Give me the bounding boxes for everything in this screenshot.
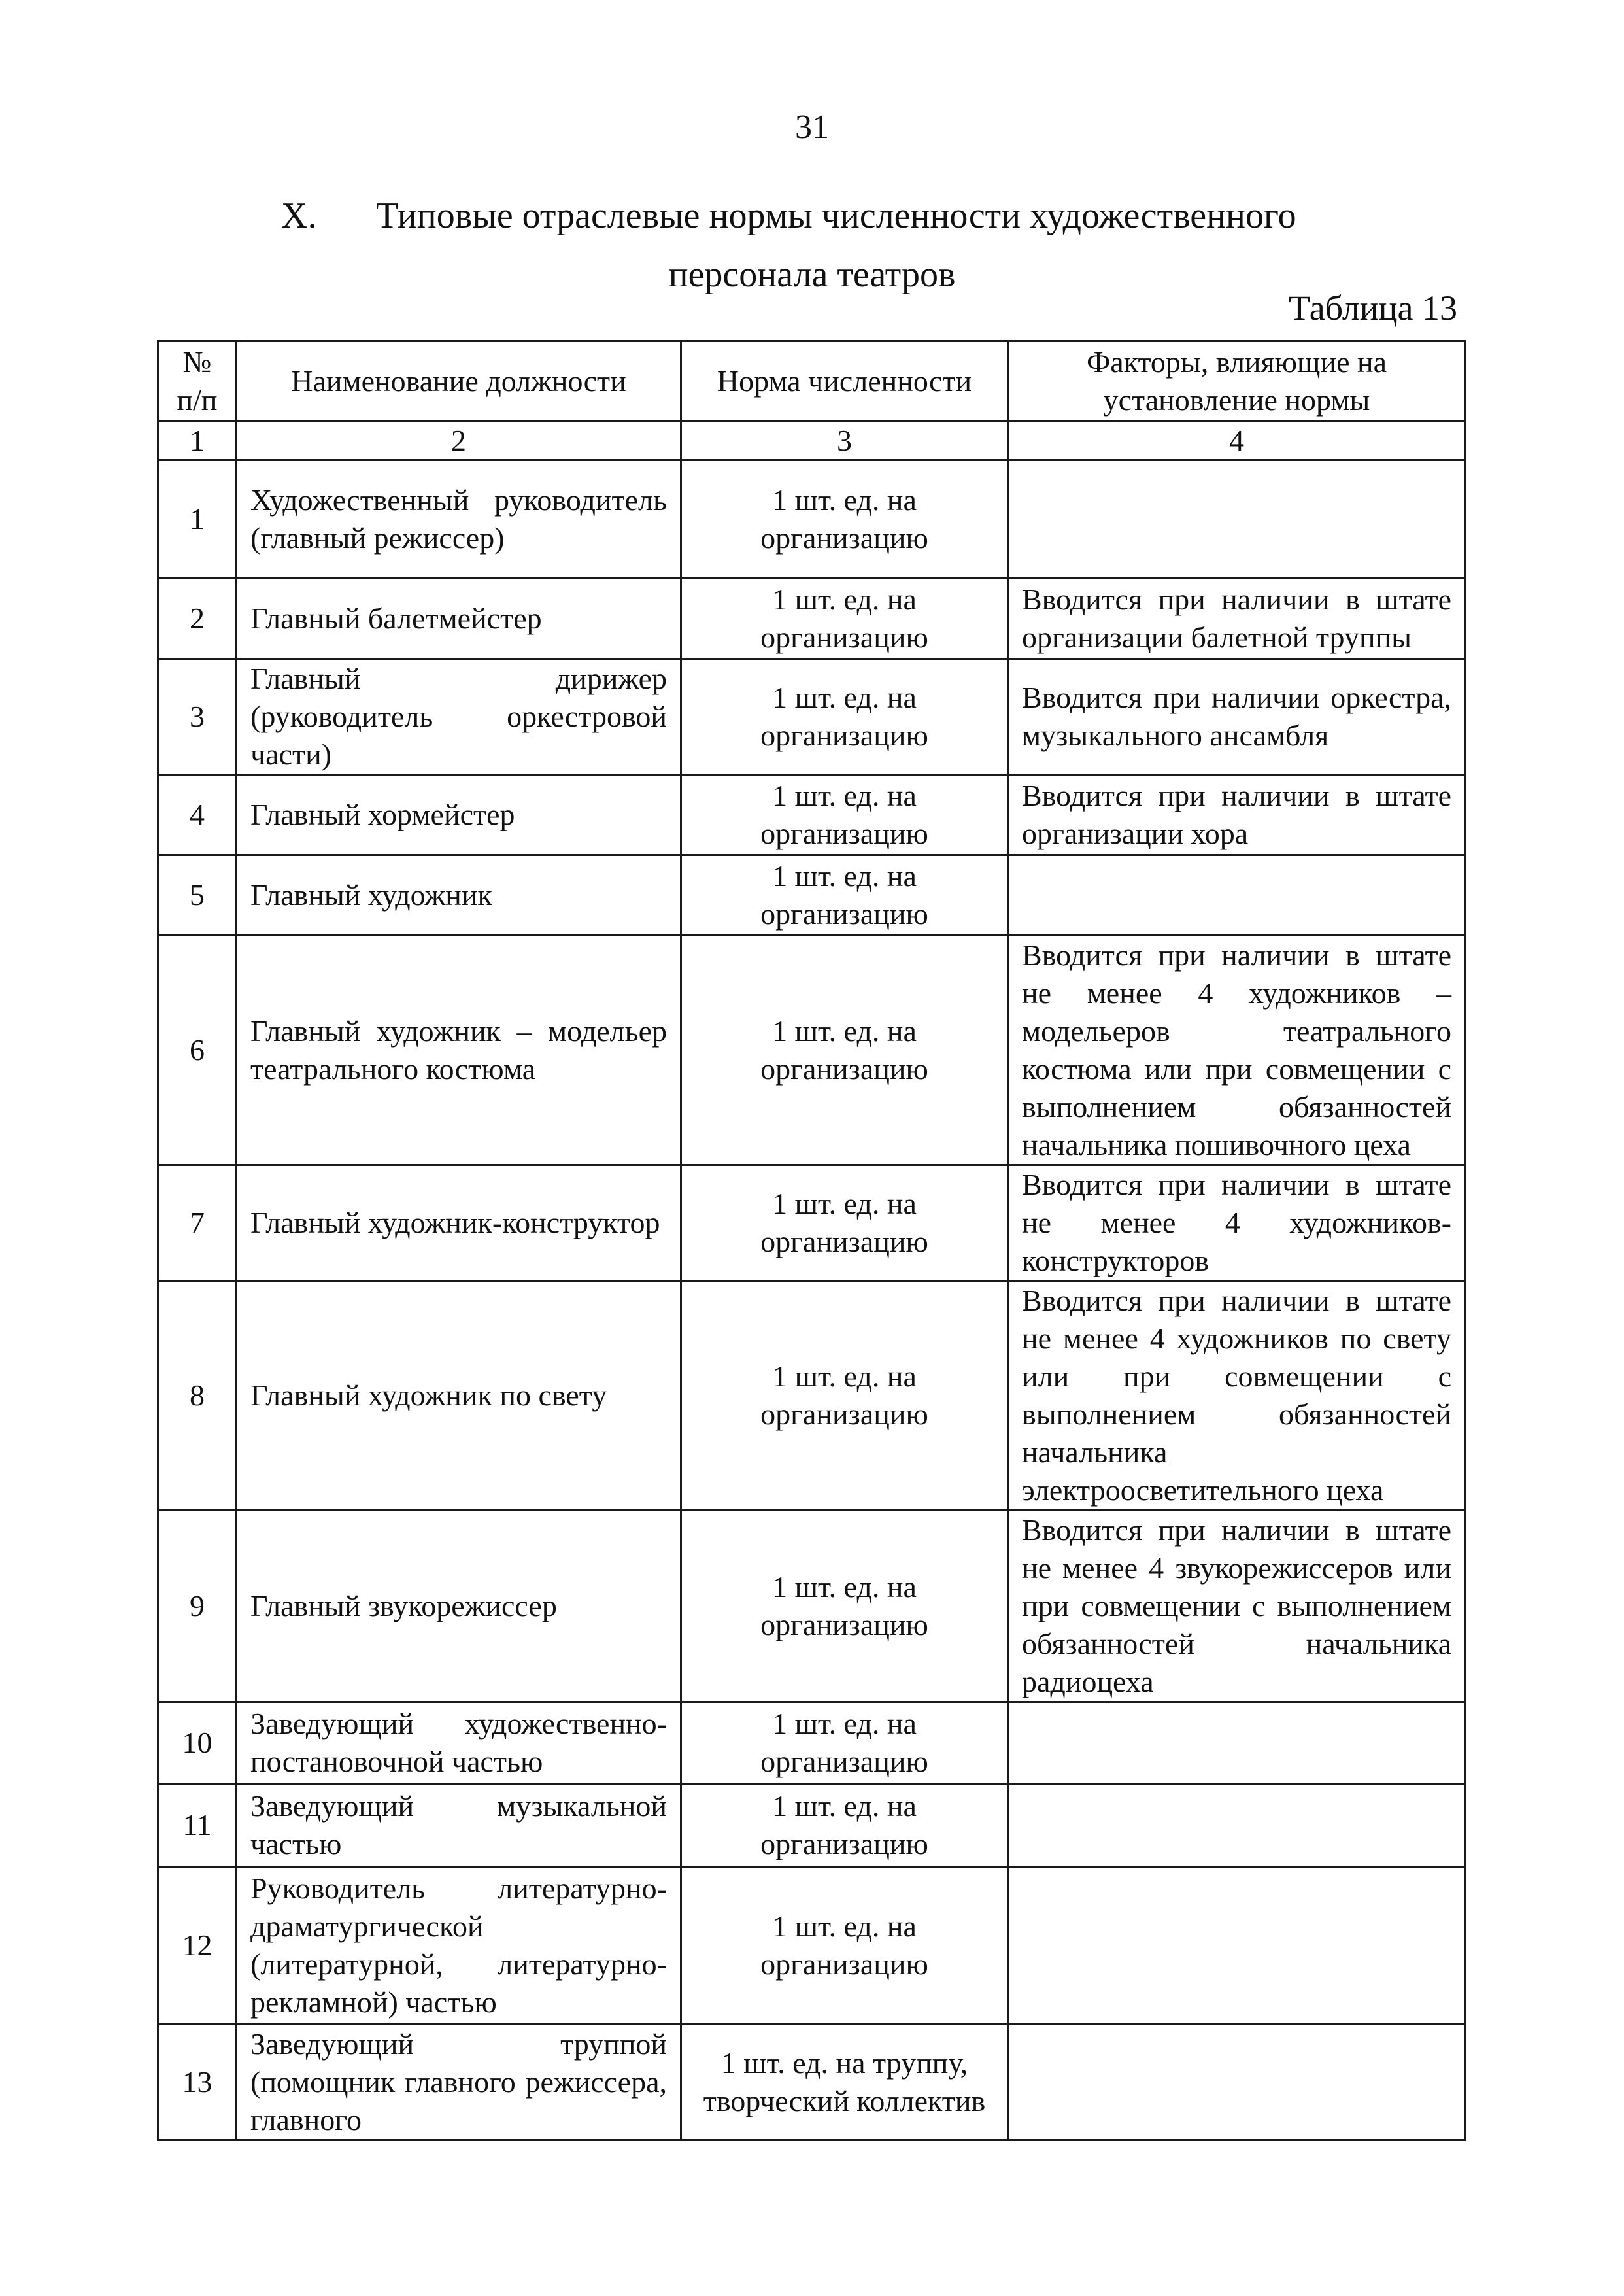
norm-factor: Вводится при наличии в штате не менее 4 художников-конструкторов xyxy=(1008,1165,1466,1281)
norm-factor: Вводится при наличии в штате не менее 4 художников – модельеров театрального костюма или при совмещении с выполнением обязанностей начальника пошивочного цеха xyxy=(1008,936,1466,1165)
staffing-norm: 1 шт. ед. на организацию xyxy=(681,1281,1008,1511)
staffing-norm: 1 шт. ед. на организацию xyxy=(681,855,1008,936)
norm-factor: Вводится при наличии в штате организации балетной труппы xyxy=(1008,579,1466,659)
table-row xyxy=(158,1867,1466,2025)
norm-factor xyxy=(1008,460,1466,579)
row-number: 3 xyxy=(158,659,237,775)
norm-factor xyxy=(1008,1784,1466,1867)
position-name: Главный дирижер (руководитель оркестровой части) xyxy=(237,659,681,775)
position-name: Заведующий труппой (помощник главного режиссера, главного xyxy=(237,2025,681,2140)
table-row xyxy=(158,1784,1466,1867)
position-name: Заведующий художественно-постановочной частью xyxy=(237,1702,681,1784)
column-number: 3 xyxy=(681,422,1008,460)
position-name: Главный звукорежиссер xyxy=(237,1511,681,1702)
page-number: 31 xyxy=(795,109,829,146)
table-row xyxy=(158,1511,1466,1702)
norm-factor: Вводится при наличии в штате не менее 4 художников по свету или при совмещении с выполнением обязанностей начальника электроосветительного цеха xyxy=(1008,1281,1466,1511)
row-number: 10 xyxy=(158,1702,237,1784)
column-number: 2 xyxy=(237,422,681,460)
header-number: № п/п xyxy=(158,341,237,422)
norm-factor xyxy=(1008,2025,1466,2140)
position-name: Главный балетмейстер xyxy=(237,579,681,659)
row-number: 7 xyxy=(158,1165,237,1281)
norm-factor xyxy=(1008,1702,1466,1784)
section-number: X. xyxy=(281,196,317,236)
position-name: Главный художник-конструктор xyxy=(237,1165,681,1281)
staffing-norms-table xyxy=(157,340,1466,2141)
row-number: 13 xyxy=(158,2025,237,2140)
header-staffing-norm: Норма численности xyxy=(681,341,1008,422)
position-name: Художественный руководитель (главный режиссер) xyxy=(237,460,681,579)
position-name: Главный художник xyxy=(237,855,681,936)
row-number: 1 xyxy=(158,460,237,579)
column-number: 1 xyxy=(158,422,237,460)
position-name: Заведующий музыкальной частью xyxy=(237,1784,681,1867)
row-number: 9 xyxy=(158,1511,237,1702)
table-row xyxy=(158,659,1466,775)
header-position-name: Наименование должности xyxy=(237,341,681,422)
norm-factor: Вводится при наличии в штате организации хора xyxy=(1008,775,1466,855)
position-name: Руководитель литературно-драматургической (литературной, литературно-рекламной) частью xyxy=(237,1867,681,2025)
table-row xyxy=(158,579,1466,659)
row-number: 12 xyxy=(158,1867,237,2025)
header-factors: Факторы, влияющие на установление нормы xyxy=(1008,341,1466,422)
table-caption: Таблица 13 xyxy=(1289,288,1457,328)
norm-factor xyxy=(1008,1867,1466,2025)
row-number: 6 xyxy=(158,936,237,1165)
table-row xyxy=(158,775,1466,855)
row-number: 5 xyxy=(158,855,237,936)
staffing-norm: 1 шт. ед. на организацию xyxy=(681,579,1008,659)
staffing-norm: 1 шт. ед. на организацию xyxy=(681,1511,1008,1702)
row-number: 2 xyxy=(158,579,237,659)
table-row xyxy=(158,936,1466,1165)
staffing-norm: 1 шт. ед. на труппу, творческий коллектив xyxy=(681,2025,1008,2140)
table-row xyxy=(158,855,1466,936)
row-number: 11 xyxy=(158,1784,237,1867)
section-title-line-2: персонала театров xyxy=(668,254,956,295)
table-row xyxy=(158,1702,1466,1784)
row-number: 4 xyxy=(158,775,237,855)
staffing-norm: 1 шт. ед. на организацию xyxy=(681,1165,1008,1281)
section-title-line-1: Типовые отраслевые нормы численности художественного xyxy=(376,196,1296,236)
table-row xyxy=(158,1281,1466,1511)
table-row xyxy=(158,460,1466,579)
norm-factor: Вводится при наличии в штате не менее 4 звукорежиссеров или при совмещении с выполнением обязанностей начальника радиоцеха xyxy=(1008,1511,1466,1702)
norm-factor: Вводится при наличии оркестра, музыкального ансамбля xyxy=(1008,659,1466,775)
position-name: Главный художник по свету xyxy=(237,1281,681,1511)
position-name: Главный художник – модельер театрального костюма xyxy=(237,936,681,1165)
column-number: 4 xyxy=(1008,422,1466,460)
staffing-norm: 1 шт. ед. на организацию xyxy=(681,1867,1008,2025)
row-number: 8 xyxy=(158,1281,237,1511)
table-header-row xyxy=(158,341,1466,422)
staffing-norm: 1 шт. ед. на организацию xyxy=(681,1702,1008,1784)
table-row xyxy=(158,2025,1466,2140)
staffing-norm: 1 шт. ед. на организацию xyxy=(681,775,1008,855)
staffing-norm: 1 шт. ед. на организацию xyxy=(681,1784,1008,1867)
staffing-norm: 1 шт. ед. на организацию xyxy=(681,460,1008,579)
column-number-row xyxy=(158,422,1466,460)
staffing-norm: 1 шт. ед. на организацию xyxy=(681,659,1008,775)
staffing-norm: 1 шт. ед. на организацию xyxy=(681,936,1008,1165)
table-row xyxy=(158,1165,1466,1281)
position-name: Главный хормейстер xyxy=(237,775,681,855)
norm-factor xyxy=(1008,855,1466,936)
